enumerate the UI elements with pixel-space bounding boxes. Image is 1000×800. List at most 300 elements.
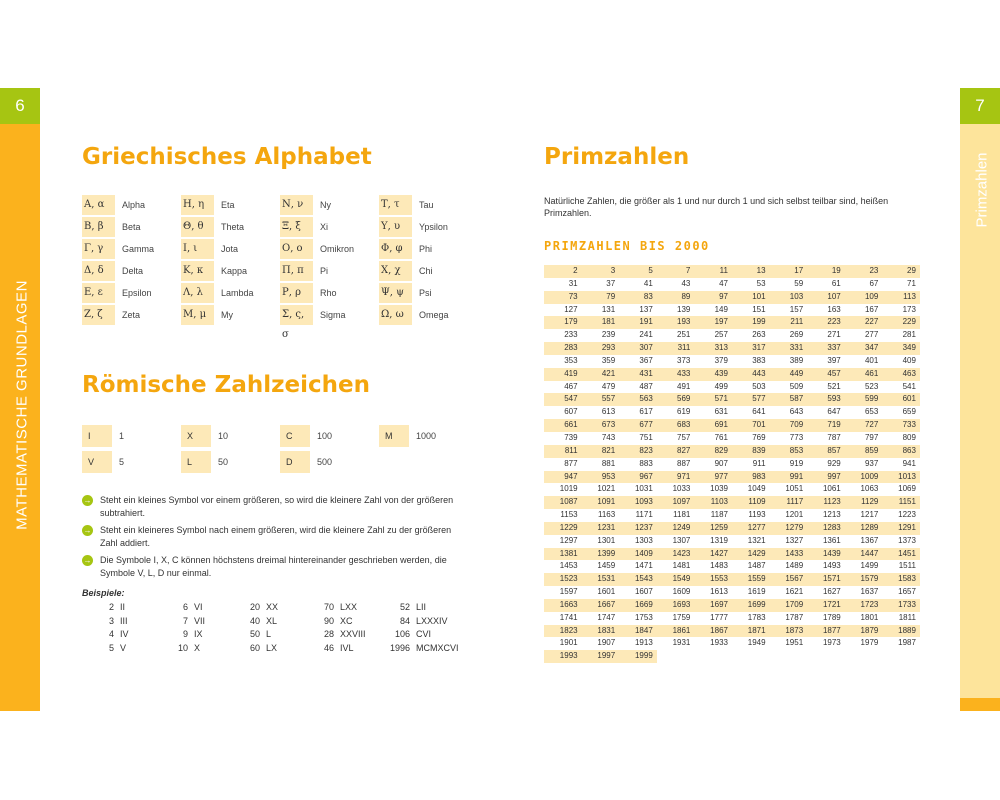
prime-cell: 1699 <box>732 599 770 612</box>
greek-symbol: Π, π <box>280 261 313 281</box>
prime-cell: 1471 <box>634 561 653 571</box>
prime-cell: 1249 <box>657 522 695 535</box>
prime-cell: 61 <box>831 278 841 288</box>
prime-cell: 1787 <box>785 612 804 622</box>
prime-cell: 1871 <box>732 625 770 638</box>
prime-cell: 101 <box>732 291 770 304</box>
prime-cell: 907 <box>714 458 728 468</box>
prime-cell: 1553 <box>694 573 732 586</box>
prime-cell: 19 <box>807 265 845 278</box>
prime-cell: 1559 <box>732 573 770 586</box>
prime-cell: 1123 <box>807 496 845 509</box>
prime-cell: 757 <box>677 432 691 442</box>
prime-cell: 929 <box>827 458 841 468</box>
greek-symbol: Ψ, ψ <box>379 283 412 303</box>
greek-name: Chi <box>419 266 433 276</box>
prime-cell: 73 <box>544 291 582 304</box>
prime-cell: 983 <box>732 471 770 484</box>
prime-cell: 967 <box>619 471 657 484</box>
example-item <box>82 616 129 630</box>
prime-cell: 331 <box>770 342 808 355</box>
prime-cell: 941 <box>902 458 916 468</box>
example-roman: XC <box>340 615 353 626</box>
prime-cell: 1741 <box>559 612 578 622</box>
greek-row <box>82 304 478 340</box>
prime-cell: 587 <box>770 393 808 406</box>
roman-cell <box>181 451 280 473</box>
greek-alphabet-table <box>82 194 478 340</box>
prime-cell: 1861 <box>657 625 695 638</box>
roman-title: Römische Zahlzeichen <box>82 372 370 398</box>
prime-cell: 1181 <box>673 510 691 520</box>
prime-cell: 167 <box>864 304 879 314</box>
prime-cell: 1747 <box>597 612 616 622</box>
prime-cell: 1867 <box>694 625 732 638</box>
prime-cell: 397 <box>827 355 841 365</box>
prime-cell: 509 <box>789 381 804 391</box>
greek-name: Sigma <box>320 310 346 320</box>
greek-letter-cell <box>379 238 478 260</box>
prime-cell: 1483 <box>710 561 728 571</box>
prime-cell: 179 <box>544 316 582 329</box>
prime-cell: 89 <box>657 291 695 304</box>
prime-cell: 1237 <box>619 522 657 535</box>
example-number: 106 <box>394 629 410 639</box>
greek-row <box>82 194 478 216</box>
greek-letter-cell <box>82 216 181 238</box>
prime-cell: 1301 <box>597 535 616 545</box>
prime-cell: 1129 <box>845 496 883 509</box>
greek-letter-cell <box>280 304 379 340</box>
roman-cell <box>82 451 181 473</box>
example-number: 2 <box>108 602 114 612</box>
example-roman: LXX <box>340 602 358 612</box>
prime-cell: 197 <box>694 316 732 329</box>
prime-cell: 1087 <box>544 496 582 509</box>
prime-cell: 691 <box>694 419 732 432</box>
prime-cell: 1543 <box>619 573 657 586</box>
prime-cell: 857 <box>807 445 845 458</box>
greek-letter-cell <box>181 260 280 282</box>
prime-cell: 751 <box>639 432 653 442</box>
examples-label: Beispiele: <box>82 588 125 598</box>
prime-cell: 293 <box>582 342 620 355</box>
prime-cell: 1831 <box>582 625 620 638</box>
greek-symbol: Ω, ω <box>379 305 412 325</box>
prime-cell: 829 <box>694 445 732 458</box>
prime-cell: 743 <box>601 432 616 442</box>
greek-letter-cell <box>379 282 478 304</box>
prime-cell: 557 <box>582 393 620 406</box>
roman-cell <box>280 451 379 473</box>
example-roman: III <box>120 615 128 626</box>
prime-cell: 1327 <box>785 535 804 545</box>
prime-cell: 1877 <box>807 625 845 638</box>
prime-cell: 1789 <box>822 612 841 622</box>
greek-name: Delta <box>122 266 144 276</box>
greek-letter-cell <box>280 216 379 238</box>
greek-letter-cell <box>181 194 280 216</box>
prime-cell: 1217 <box>860 510 879 520</box>
prime-cell: 619 <box>677 407 691 417</box>
prime-cell: 1361 <box>822 535 841 545</box>
greek-name: Ypsilon <box>419 222 448 232</box>
prime-cell: 263 <box>752 330 766 340</box>
prime-cell: 1619 <box>747 587 766 597</box>
prime-cell: 1231 <box>582 522 620 535</box>
example-number: 70 <box>323 602 334 612</box>
greek-row <box>82 282 478 304</box>
prime-cell: 1481 <box>672 561 691 571</box>
greek-name: Jota <box>221 244 239 254</box>
greek-name: Tau <box>419 200 434 210</box>
prime-cell: 1571 <box>807 573 845 586</box>
prime-cell: 1319 <box>710 535 728 545</box>
prime-cell: 491 <box>677 381 691 391</box>
greek-letter-cell <box>280 194 379 216</box>
greek-letter-cell <box>280 260 379 282</box>
prime-cell: 137 <box>639 304 653 314</box>
prime-cell: 1801 <box>860 612 879 622</box>
prime-cell: 937 <box>864 458 879 468</box>
example-item <box>378 602 459 616</box>
prime-cell: 547 <box>544 393 582 406</box>
prime-cell: 1873 <box>770 625 808 638</box>
prime-cell: 277 <box>864 330 879 340</box>
prime-cell: 1409 <box>619 548 657 561</box>
greek-symbol: Κ, κ <box>181 261 214 281</box>
example-item <box>82 643 129 657</box>
prime-cell: 977 <box>694 471 732 484</box>
greek-name: Epsilon <box>122 288 152 298</box>
prime-cell: 601 <box>882 393 920 406</box>
prime-cell: 17 <box>770 265 808 278</box>
example-roman: MCMXCVI <box>416 642 459 653</box>
prime-cell: 1061 <box>822 484 841 494</box>
greek-name: Omikron <box>320 244 355 254</box>
prime-cell: 379 <box>714 355 728 365</box>
example-item <box>378 643 459 657</box>
example-number: 5 <box>108 642 114 653</box>
prime-cell: 157 <box>789 304 804 314</box>
greek-symbol: Χ, χ <box>379 261 412 281</box>
prime-cell: 307 <box>619 342 657 355</box>
example-item <box>302 643 366 657</box>
prime-cell: 401 <box>864 355 879 365</box>
example-column <box>378 602 459 656</box>
prime-cell: 1933 <box>710 638 728 648</box>
greek-symbol: Δ, δ <box>82 261 115 281</box>
prime-cell: 1579 <box>845 573 883 586</box>
prime-cell: 23 <box>845 265 883 278</box>
prime-cell: 701 <box>732 419 770 432</box>
example-roman: LII <box>416 602 427 612</box>
example-number: 90 <box>323 615 334 626</box>
prime-cell: 1021 <box>597 484 616 494</box>
prime-cell: 211 <box>770 316 808 329</box>
prime-cell: 281 <box>902 330 916 340</box>
prime-cell: 1889 <box>882 625 920 638</box>
prime-cell: 173 <box>902 304 916 314</box>
prime-cell: 1429 <box>732 548 770 561</box>
prime-cell: 1367 <box>860 535 879 545</box>
right-page-strip-bottom <box>960 698 1000 711</box>
roman-symbol: V <box>82 451 112 473</box>
prime-cell: 109 <box>845 291 883 304</box>
prime-cell: 79 <box>582 291 620 304</box>
prime-cell: 769 <box>752 432 766 442</box>
example-number: 9 <box>182 629 188 639</box>
greek-letter-cell <box>82 194 181 216</box>
prime-cell: 593 <box>807 393 845 406</box>
prime-cell: 971 <box>657 471 695 484</box>
example-number: 1996 <box>389 642 410 653</box>
greek-symbol: Ρ, ρ <box>280 283 313 303</box>
roman-value: 1 <box>119 431 125 441</box>
prime-cell: 1297 <box>559 535 578 545</box>
prime-cell: 239 <box>601 330 616 340</box>
roman-cell <box>181 425 280 447</box>
prime-cell: 349 <box>882 342 920 355</box>
greek-name: Xi <box>320 222 329 232</box>
roman-symbol: D <box>280 451 310 473</box>
prime-cell: 1433 <box>770 548 808 561</box>
prime-cell: 1549 <box>657 573 695 586</box>
roman-value: 500 <box>317 457 333 467</box>
greek-name: Alpha <box>122 200 146 210</box>
greek-symbol: Ν, ν <box>280 195 313 215</box>
prime-cell: 1459 <box>597 561 616 571</box>
prime-cell: 1291 <box>882 522 920 535</box>
prime-cell: 181 <box>582 316 620 329</box>
prime-cell: 457 <box>807 368 845 381</box>
prime-cell: 521 <box>827 381 841 391</box>
prime-cell: 1879 <box>845 625 883 638</box>
prime-cell: 1951 <box>785 638 804 648</box>
example-item <box>228 616 278 630</box>
prime-cell: 1091 <box>582 496 620 509</box>
example-item <box>82 629 129 643</box>
prime-cell: 823 <box>619 445 657 458</box>
example-item <box>228 629 278 643</box>
arrow-right-icon: → <box>83 526 92 535</box>
prime-cell: 487 <box>639 381 653 391</box>
prime-cell: 1523 <box>544 573 582 586</box>
prime-cell: 251 <box>677 330 691 340</box>
prime-cell: 643 <box>789 407 804 417</box>
prime-cell: 727 <box>845 419 883 432</box>
prime-cell: 1783 <box>747 612 766 622</box>
prime-cell: 1913 <box>634 638 653 648</box>
prime-cell: 641 <box>752 407 766 417</box>
greek-name: Psi <box>419 288 432 298</box>
prime-cell: 199 <box>732 316 770 329</box>
example-item <box>378 616 459 630</box>
example-roman: CVI <box>416 629 432 639</box>
example-number: 6 <box>182 602 188 612</box>
prime-cell: 1013 <box>882 471 920 484</box>
greek-letter-cell <box>379 194 478 216</box>
greek-name: Rho <box>320 288 337 298</box>
prime-cell: 83 <box>619 291 657 304</box>
prime-cell: 347 <box>845 342 883 355</box>
example-item <box>156 629 205 643</box>
roman-value: 10 <box>218 431 229 441</box>
prime-cell: 7 <box>657 265 695 278</box>
prime-cell: 241 <box>639 330 653 340</box>
prime-cell: 37 <box>606 278 616 288</box>
rule-item <box>82 494 462 519</box>
greek-name: Omega <box>419 310 449 320</box>
prime-cell: 953 <box>582 471 620 484</box>
prime-cell: 1627 <box>822 587 841 597</box>
prime-cell: 1201 <box>785 510 804 520</box>
example-item <box>228 643 278 657</box>
rule-text: Steht ein kleines Symbol vor einem größeren, so wird die kleinere Zahl von der größeren subtrahiert. <box>100 495 454 518</box>
prime-cell: 227 <box>845 316 883 329</box>
example-number: 50 <box>249 629 260 639</box>
prime-cell: 193 <box>657 316 695 329</box>
prime-cell: 1811 <box>898 612 916 622</box>
greek-letter-cell <box>379 260 478 282</box>
primes-table <box>544 265 920 663</box>
prime-cell: 1097 <box>657 496 695 509</box>
prime-cell: 1901 <box>559 638 578 648</box>
prime-cell: 311 <box>657 342 695 355</box>
prime-cell: 647 <box>827 407 841 417</box>
prime-cell: 409 <box>902 355 916 365</box>
prime-cell: 1381 <box>544 548 582 561</box>
arrow-right-icon: → <box>83 556 92 565</box>
prime-cell: 883 <box>639 458 653 468</box>
greek-name: My <box>221 310 233 320</box>
roman-cell <box>280 425 379 447</box>
example-number: 3 <box>108 615 114 626</box>
roman-cell <box>82 425 181 447</box>
prime-cell: 1601 <box>597 587 616 597</box>
greek-letter-cell <box>280 282 379 304</box>
example-roman: IVL <box>340 642 354 653</box>
prime-cell: 1531 <box>582 573 620 586</box>
greek-letter-cell <box>82 260 181 282</box>
prime-cell: 1303 <box>634 535 653 545</box>
greek-letter-cell <box>181 282 280 304</box>
primes-table-heading: PRIMZAHLEN BIS 2000 <box>544 239 710 253</box>
prime-cell: 1693 <box>657 599 695 612</box>
prime-cell: 1213 <box>822 510 841 520</box>
prime-cell: 1151 <box>882 496 920 509</box>
prime-cell: 1153 <box>560 510 578 520</box>
rule-item <box>82 524 462 549</box>
prime-cell: 97 <box>694 291 732 304</box>
example-item <box>302 602 366 616</box>
prime-cell: 131 <box>601 304 616 314</box>
prime-cell: 2 <box>544 265 582 278</box>
prime-cell: 5 <box>619 265 657 278</box>
prime-cell: 1493 <box>822 561 841 571</box>
prime-cell: 1163 <box>597 510 616 520</box>
prime-cell: 617 <box>639 407 653 417</box>
rule-text: Steht ein kleineres Symbol nach einem größeren, wird die kleinere Zahl zu der größeren Zahl addiert. <box>100 525 452 548</box>
greek-row <box>82 260 478 282</box>
roman-row <box>82 451 478 473</box>
prime-cell: 1613 <box>710 587 728 597</box>
example-item <box>302 616 366 630</box>
prime-cell: 1109 <box>732 496 770 509</box>
prime-cell: 1489 <box>785 561 804 571</box>
example-column <box>82 602 129 656</box>
prime-cell: 821 <box>582 445 620 458</box>
prime-cell: 1607 <box>634 587 653 597</box>
prime-cell: 229 <box>882 316 920 329</box>
prime-cell: 31 <box>568 278 578 288</box>
prime-cell: 1567 <box>770 573 808 586</box>
prime-cell: 773 <box>789 432 804 442</box>
prime-cell: 1847 <box>619 625 657 638</box>
prime-cell: 887 <box>677 458 691 468</box>
prime-cell: 997 <box>807 471 845 484</box>
prime-cell: 163 <box>827 304 841 314</box>
prime-cell: 337 <box>807 342 845 355</box>
example-roman: LX <box>266 642 278 653</box>
example-roman: VII <box>194 615 206 626</box>
prime-cell: 1583 <box>882 573 920 586</box>
prime-cell: 1949 <box>747 638 766 648</box>
prime-cell: 1259 <box>694 522 732 535</box>
prime-cell: 541 <box>902 381 916 391</box>
prime-cell: 1973 <box>822 638 841 648</box>
example-item <box>228 602 278 616</box>
greek-symbol: Φ, φ <box>379 239 412 259</box>
prime-cell: 431 <box>619 368 657 381</box>
prime-cell: 677 <box>619 419 657 432</box>
prime-cell: 1289 <box>845 522 883 535</box>
prime-cell: 3 <box>582 265 620 278</box>
prime-cell: 29 <box>882 265 920 278</box>
prime-cell: 443 <box>732 368 770 381</box>
prime-cell: 1453 <box>559 561 578 571</box>
prime-cell: 709 <box>770 419 808 432</box>
prime-cell: 317 <box>732 342 770 355</box>
example-roman: XXVIII <box>340 629 366 639</box>
prime-cell: 353 <box>564 355 578 365</box>
prime-cell: 787 <box>827 432 841 442</box>
prime-cell: 449 <box>770 368 808 381</box>
prime-cell: 1697 <box>694 599 732 612</box>
prime-cell: 1907 <box>597 638 616 648</box>
greek-letter-cell <box>181 304 280 326</box>
prime-cell: 1439 <box>807 548 845 561</box>
prime-cell: 53 <box>756 278 766 288</box>
example-roman: L <box>266 629 272 639</box>
greek-symbol: Σ, ς, σ <box>280 305 313 325</box>
prime-cell: 503 <box>752 381 766 391</box>
prime-cell: 1931 <box>672 638 691 648</box>
prime-cell: 563 <box>619 393 657 406</box>
greek-name: Lambda <box>221 288 254 298</box>
greek-letter-cell <box>82 238 181 260</box>
example-number: 28 <box>323 629 334 639</box>
prime-cell: 661 <box>544 419 582 432</box>
prime-cell: 761 <box>714 432 728 442</box>
greek-symbol: Α, α <box>82 195 115 215</box>
greek-letter-cell <box>82 304 181 326</box>
prime-cell: 911 <box>752 458 766 468</box>
prime-cell: 151 <box>752 304 766 314</box>
prime-cell: 1223 <box>898 510 916 520</box>
example-number: 52 <box>399 602 410 612</box>
prime-cell: 1427 <box>694 548 732 561</box>
